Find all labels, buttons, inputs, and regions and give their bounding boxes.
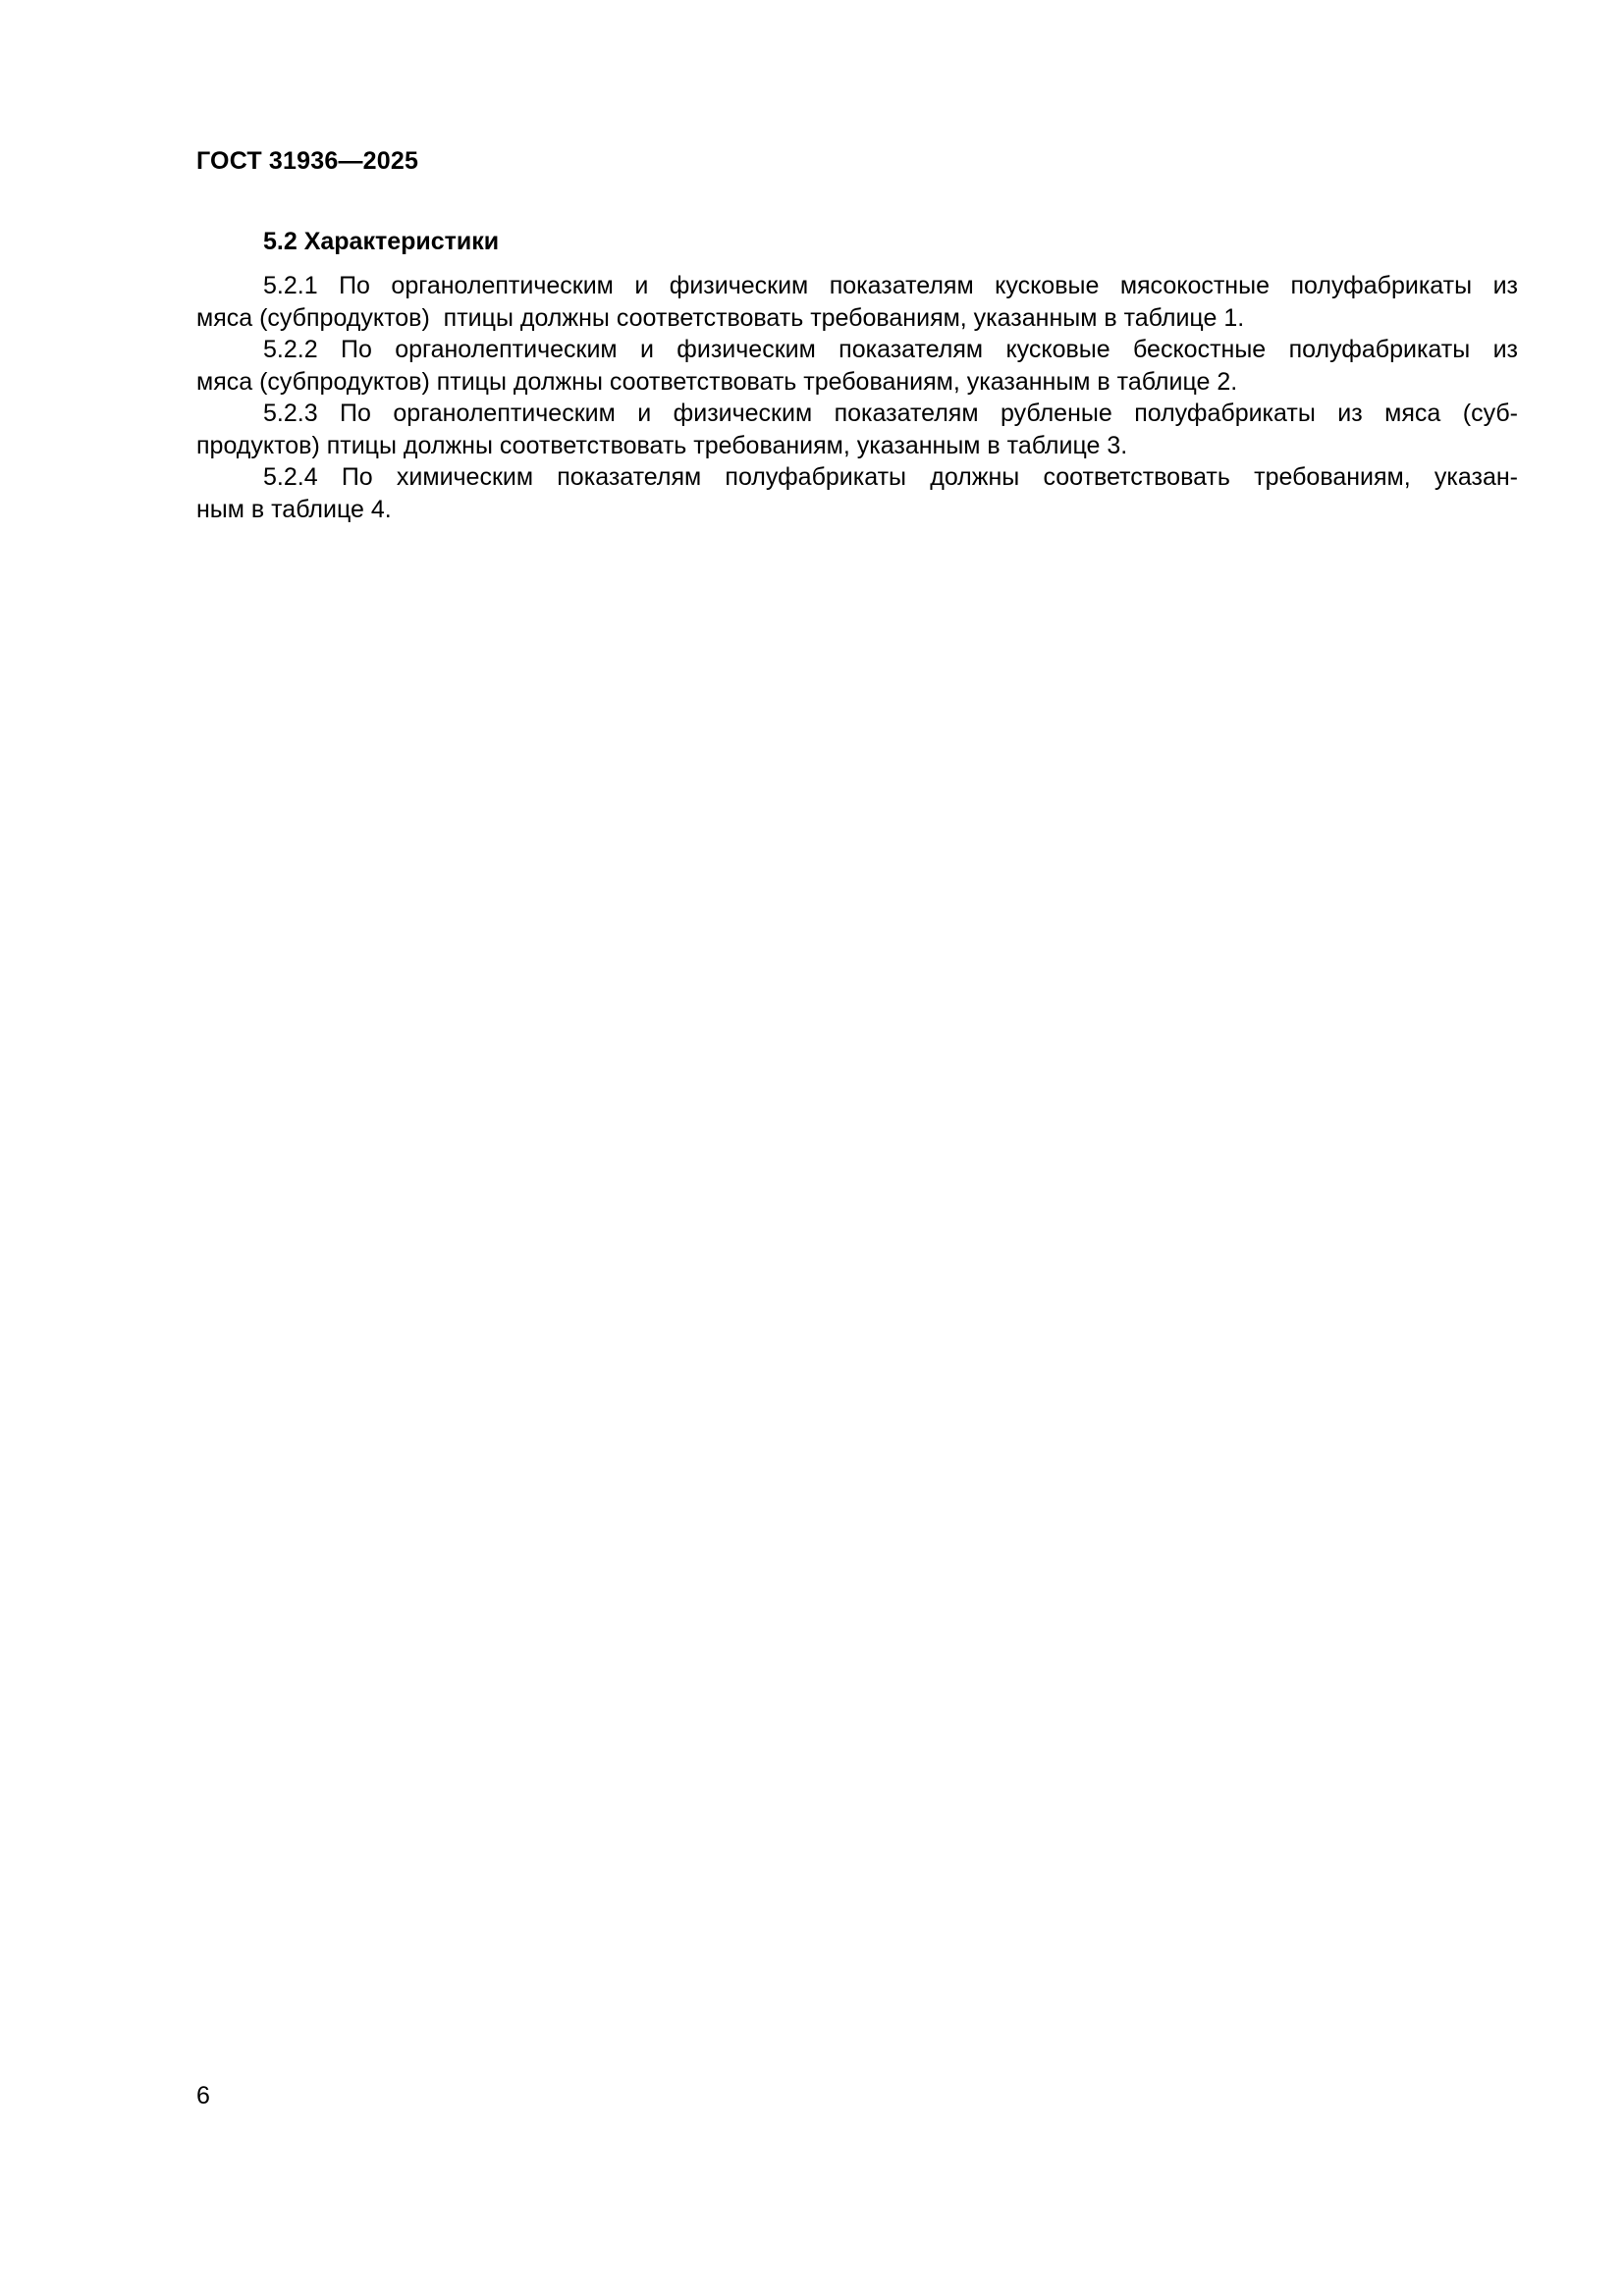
paragraph-line: 5.2.1 По органолептическим и физическим показателям кусковые мясокостные полуфабрикаты из (263, 272, 1518, 299)
page-number: 6 (196, 2082, 210, 2109)
paragraph-5-2-3 (196, 398, 1518, 461)
paragraph-line: 5.2.3 По органолептическим и физическим показателям рубленые полуфабрикаты из мяса (суб- (263, 400, 1518, 427)
paragraph-5-2-1 (196, 270, 1518, 334)
paragraph-line: продуктов) птицы должны соответствовать требованиям, указанным в таблице 3. (196, 431, 1128, 459)
paragraph-line: 5.2.4 По химическим показателям полуфабрикаты должны соответствовать требованиям, указан- (263, 463, 1518, 491)
document-header: ГОСТ 31936—2025 (196, 147, 419, 175)
paragraph-5-2-4 (196, 461, 1518, 525)
paragraph-line: 5.2.2 По органолептическим и физическим показателям кусковые бескостные полуфабрикаты из (263, 336, 1518, 363)
paragraph-5-2-2 (196, 334, 1518, 398)
paragraph-line: мяса (субпродуктов) птицы должны соответствовать требованиям, указанным в таблице 1. (196, 303, 1245, 332)
paragraph-line: мяса (субпродуктов) птицы должны соответствовать требованиям, указанным в таблице 2. (196, 367, 1238, 396)
section-heading: 5.2 Характеристики (263, 228, 500, 255)
paragraph-line: ным в таблице 4. (196, 495, 392, 523)
section-body (196, 270, 1518, 525)
